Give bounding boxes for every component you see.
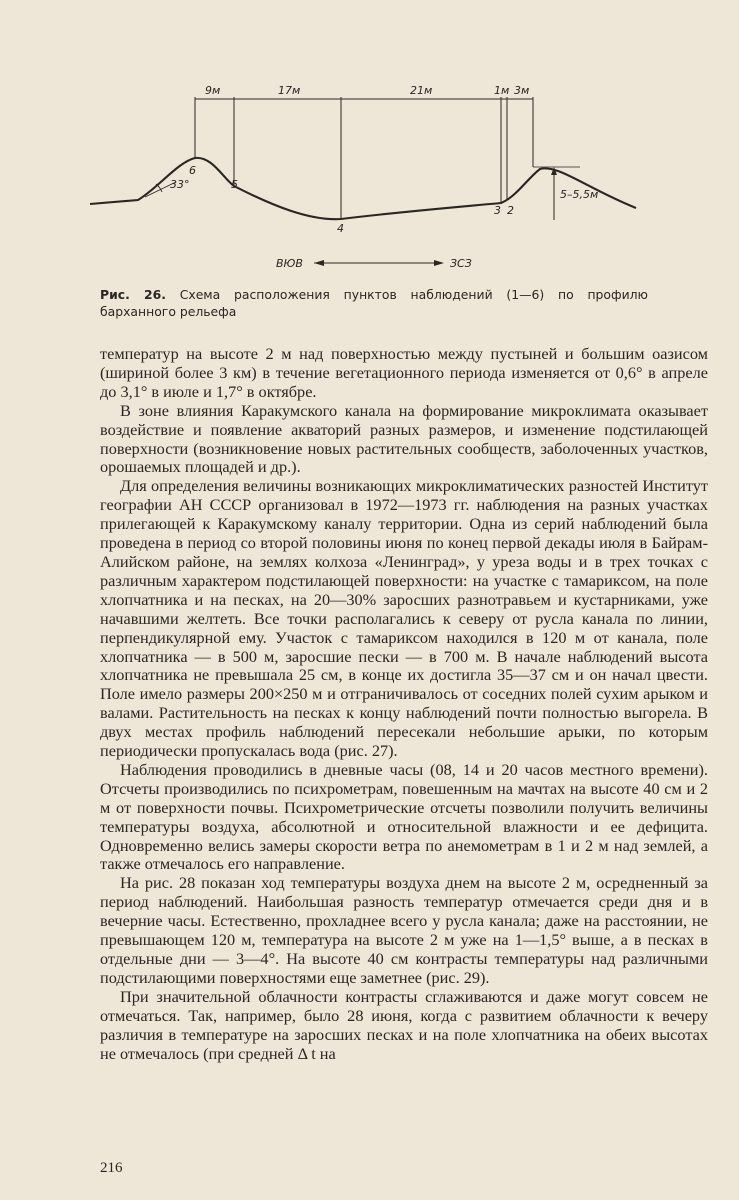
direction-label-left: ВЮВ: [276, 257, 303, 270]
paragraph: При значительной облачности контрасты сглаживаются и даже могут совсем не отмечаться. Так, например, было 28 июня, когда с развитием облачности к вечеру различия в температуре на заросших песках и на поле хлопчатника на обеих высотах не отмечалось (при средней Δ t на: [100, 986, 708, 1063]
dim-label-3m: 3м: [514, 84, 530, 97]
paragraph: Для определения величины возникающих микроклиматических разностей Институт географии АН СССР организовал в 1972—1973 гг. наблюдения на разных участках прилегающей к Каракумскому каналу территории. Одна из серий наблюдений была проведена в период со второй половины июня по конец первой декады июля в Байрам-Алийском районе, на землях колхоза «Ленинград», у уреза воды и в трех точках с различным характером подстилающей поверхности: на участке с тамариксом, на поле хлопчатника и на песках, на 20—30% заросших разнотравьем и кустарниками, уже начавшими желтеть. Все точки располагались к северу от русла канала по линии, перпендикулярной ему. Участок с тамариксом находился в 120 м от канала, поле хлопчатника — в 500 м, заросшие пески — в 700 м. В начале наблюдений высота хлопчатника не превышала 25 см, в конце их достигла 35—37 см и он начал цвести. Поле имело размеры 200×250 м и отграничивалось от соседних полей сухим арыком и валами. Растительность на песках к концу наблюдений почти полностью выгорела. В двух местах профиль наблюдений пересекали небольшие арыки, по которым периодически пропускалась вода (рис. 27).: [100, 476, 708, 761]
barkhan-profile-figure: [88, 78, 648, 278]
caption-text: Схема расположения пунктов наблюдений (1—6) по профилю барханного рельефа: [100, 287, 648, 319]
height-label: 5–5,5м: [560, 188, 599, 201]
dim-label-9m: 9м: [205, 84, 221, 97]
paragraph: Наблюдения проводились в дневные часы (08, 14 и 20 часов местного времени). Отсчеты производились по психрометрам, повешенным на мачтах на высоте 40 см и 2 м от поверхности почвы. Психрометрические отсчеты позволили получить величины температуры воздуха, абсолютной и относительной влажности и ее дефицита. Одновременно велись замеры скорости ветра по анемометрам в 1 и 2 м над землей, а также отмечалось его направление.: [100, 759, 708, 874]
direction-arrow-left: [314, 260, 324, 266]
point-label-4: 4: [337, 222, 344, 235]
direction-label-right: ЗСЗ: [450, 257, 472, 270]
paragraph: В зоне влияния Каракумского канала на формирование микроклимата оказывает воздействие и появление акваторий разных размеров, и изменение подстилающей поверхности (возникновение новых растительных сообществ, заболоченных участков, орошаемых площадей и др.).: [100, 400, 708, 477]
caption-lead: Рис. 26.: [100, 287, 166, 302]
dim-label-21m: 21м: [410, 84, 433, 97]
point-label-6: 6: [189, 164, 196, 177]
slope-angle-label: 33°: [170, 178, 190, 191]
dim-label-17m: 17м: [278, 84, 301, 97]
figure-caption: [100, 286, 648, 320]
dim-label-1m: 1м: [494, 84, 510, 97]
point-label-2: 2: [507, 204, 514, 217]
direction-arrow-right: [434, 260, 444, 266]
point-label-3: 3: [494, 204, 501, 217]
profile-diagram: [88, 78, 648, 278]
paragraph: На рис. 28 показан ход температуры воздуха днем на высоте 2 м, осредненный за период наблюдений. Наибольшая разность температур отмечается среди дня и в вечерние часы. Естественно, прохладнее всего у русла канала; даже на расстоянии, не превышающем 120 м, температура на высоте 2 м уже на 1—1,5° выше, а в песках в отдельные дни — 3—4°. На высоте 40 см контрасты температуры над различными подстилающими поверхностями еще заметнее (рис. 29).: [100, 873, 708, 987]
paragraph: температур на высоте 2 м над поверхностью между пустыней и большим оазисом (шириной более 3 км) в течение вегетационного периода изменяется от 0,6° в апреле до 3,1° в июле и 1,7° в октябре.: [100, 344, 708, 401]
page-number: 216: [100, 1160, 123, 1176]
body-text: [100, 345, 708, 1063]
point-label-5: 5: [231, 178, 238, 191]
